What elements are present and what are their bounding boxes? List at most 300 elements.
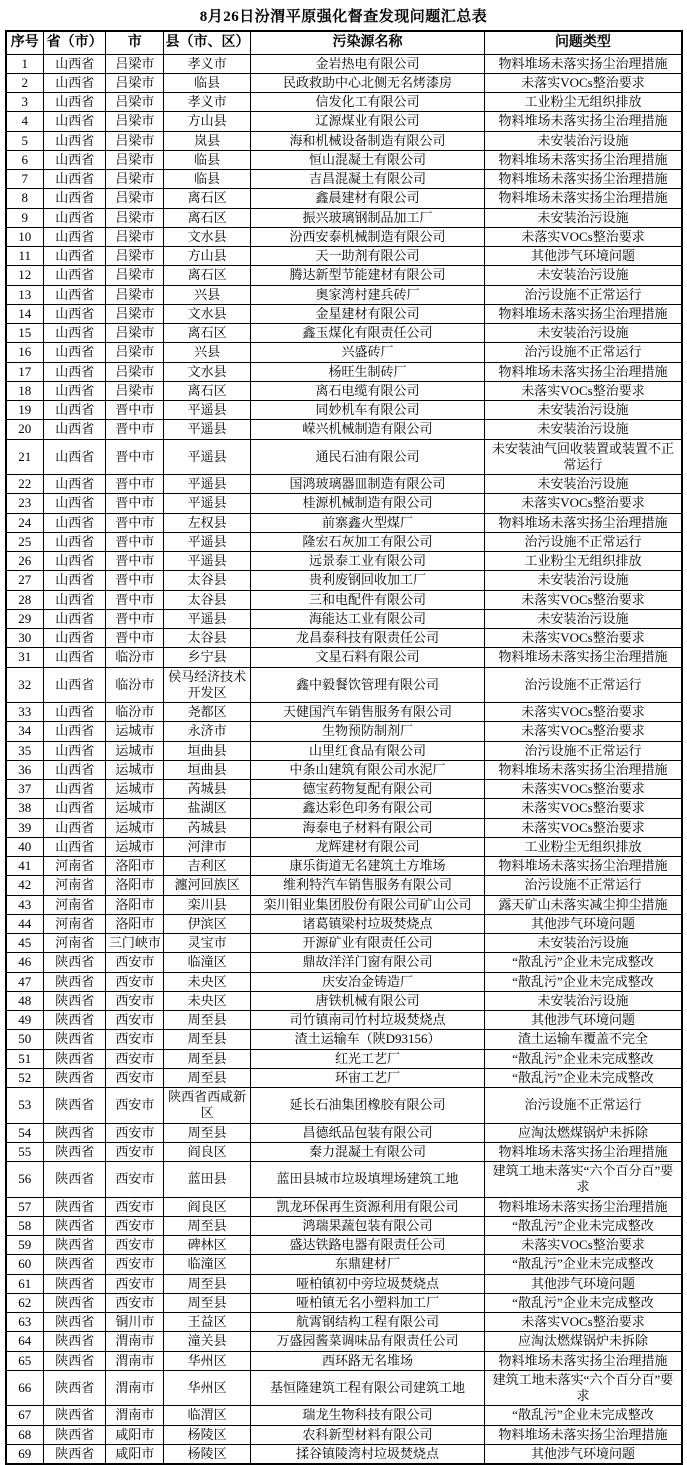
table-row (6, 780, 682, 799)
table-row (6, 475, 682, 494)
page-title: 8月26日汾渭平原强化督查发现问题汇总表 (199, 9, 488, 25)
cell-county: 岚县 (164, 131, 250, 150)
cell-province: 陕西省 (44, 1313, 106, 1332)
cell-county: 杨陵区 (164, 1444, 250, 1464)
cell-province: 山西省 (44, 532, 106, 551)
cell-problem-type: 物料堆场未落实扬尘治理措施 (485, 112, 682, 131)
cell-problem-type: 未安装治污设施 (485, 420, 682, 439)
cell-no: 52 (6, 1068, 44, 1087)
table-row (6, 227, 682, 246)
cell-problem-type: 未落实VOCs整治要求 (485, 381, 682, 400)
cell-province: 山西省 (44, 324, 106, 343)
cell-city: 晋中市 (106, 590, 164, 609)
table-row (6, 760, 682, 779)
cell-source-name: 鑫达彩色印务有限公司 (250, 799, 485, 818)
cell-province: 陕西省 (44, 1236, 106, 1255)
cell-problem-type: 物料堆场未落实扬尘治理措施 (485, 513, 682, 532)
cell-county: 周至县 (164, 1216, 250, 1235)
column-header-col-city: 市 (106, 31, 164, 54)
cell-province: 山西省 (44, 552, 106, 571)
cell-county: 周至县 (164, 1293, 250, 1312)
cell-county: 太谷县 (164, 629, 250, 648)
cell-county: 方山县 (164, 247, 250, 266)
cell-county: 永济市 (164, 722, 250, 741)
cell-city: 西安市 (106, 1011, 164, 1030)
cell-source-name: 贵利废钢回收加工厂 (250, 571, 485, 590)
cell-no: 43 (6, 895, 44, 914)
cell-county: 杨陵区 (164, 1425, 250, 1444)
cell-no: 42 (6, 876, 44, 895)
cell-county: 平遥县 (164, 494, 250, 513)
cell-city: 晋中市 (106, 494, 164, 513)
cell-province: 陕西省 (44, 1274, 106, 1293)
cell-county: 乡宁县 (164, 648, 250, 667)
cell-source-name: 延长石油集团橡胶有限公司 (250, 1088, 485, 1124)
cell-county: 周至县 (164, 1030, 250, 1049)
cell-province: 陕西省 (44, 1011, 106, 1030)
cell-no: 63 (6, 1313, 44, 1332)
cell-county: 文水县 (164, 362, 250, 381)
cell-source-name: 鑫中毅餐饮管理有限公司 (250, 667, 485, 703)
cell-city: 洛阳市 (106, 857, 164, 876)
cell-source-name: 汾西安泰机械制造有限公司 (250, 227, 485, 246)
cell-county: 尧都区 (164, 703, 250, 722)
cell-problem-type: 未安装治污设施 (485, 571, 682, 590)
cell-source-name: 民政救助中心北侧无名烤漆房 (250, 73, 485, 92)
cell-no: 21 (6, 439, 44, 475)
cell-problem-type: 未落实VOCs整治要求 (485, 722, 682, 741)
table-row (6, 1142, 682, 1161)
cell-no: 55 (6, 1142, 44, 1161)
cell-province: 山西省 (44, 741, 106, 760)
cell-problem-type: 治污设施不正常运行 (485, 532, 682, 551)
cell-county: 离石区 (164, 324, 250, 343)
cell-county: 临潼区 (164, 1255, 250, 1274)
cell-source-name: 文星石料有限公司 (250, 648, 485, 667)
cell-source-name: 哑柏镇初中旁垃圾焚烧点 (250, 1274, 485, 1293)
cell-source-name: 恒山混凝土有限公司 (250, 150, 485, 169)
cell-problem-type: 应淘汰燃煤锅炉未拆除 (485, 1123, 682, 1142)
cell-city: 西安市 (106, 1030, 164, 1049)
cell-province: 陕西省 (44, 1197, 106, 1216)
cell-county: 周至县 (164, 1068, 250, 1087)
cell-county: 兴县 (164, 285, 250, 304)
cell-city: 西安市 (106, 953, 164, 972)
cell-province: 山西省 (44, 571, 106, 590)
cell-no: 38 (6, 799, 44, 818)
cell-city: 晋中市 (106, 401, 164, 420)
cell-province: 陕西省 (44, 991, 106, 1010)
cell-no: 32 (6, 667, 44, 703)
cell-city: 吕梁市 (106, 54, 164, 73)
cell-county: 平遥县 (164, 401, 250, 420)
cell-city: 西安市 (106, 1162, 164, 1198)
cell-county: 文水县 (164, 227, 250, 246)
table-row (6, 934, 682, 953)
cell-problem-type: 其他涉气环境问题 (485, 1444, 682, 1464)
cell-problem-type: 治污设施不正常运行 (485, 741, 682, 760)
table-row (6, 703, 682, 722)
table-row (6, 1068, 682, 1087)
table-row (6, 648, 682, 667)
cell-city: 晋中市 (106, 629, 164, 648)
cell-county: 平遥县 (164, 420, 250, 439)
cell-source-name: 信发化工有限公司 (250, 93, 485, 112)
inspection-summary-table (5, 30, 683, 1465)
cell-source-name: 鑫玉煤化有限责任公司 (250, 324, 485, 343)
cell-province: 山西省 (44, 170, 106, 189)
cell-no: 23 (6, 494, 44, 513)
cell-city: 运城市 (106, 799, 164, 818)
cell-province: 山西省 (44, 285, 106, 304)
cell-city: 西安市 (106, 1216, 164, 1235)
cell-source-name: 渣土运输车（陕D93156） (250, 1030, 485, 1049)
cell-city: 吕梁市 (106, 362, 164, 381)
cell-problem-type: 工业粉尘无组织排放 (485, 552, 682, 571)
table-row (6, 895, 682, 914)
cell-city: 西安市 (106, 1255, 164, 1274)
cell-province: 陕西省 (44, 1444, 106, 1464)
cell-source-name: 海能达工业有限公司 (250, 609, 485, 628)
cell-source-name: 凯龙环保再生资源利用有限公司 (250, 1197, 485, 1216)
cell-province: 山西省 (44, 112, 106, 131)
cell-source-name: 瑞龙生物科技有限公司 (250, 1406, 485, 1425)
cell-county: 临县 (164, 170, 250, 189)
cell-problem-type: 渣土运输车覆盖不完全 (485, 1030, 682, 1049)
cell-county: 芮城县 (164, 780, 250, 799)
cell-province: 山西省 (44, 494, 106, 513)
cell-problem-type: 建筑工地未落实“六个百分百”要求 (485, 1162, 682, 1198)
cell-no: 58 (6, 1216, 44, 1235)
cell-province: 陕西省 (44, 1216, 106, 1235)
cell-city: 西安市 (106, 1197, 164, 1216)
cell-city: 吕梁市 (106, 93, 164, 112)
cell-source-name: 金星建材有限公司 (250, 304, 485, 323)
table-row (6, 266, 682, 285)
cell-source-name: 盛达铁路电器有限责任公司 (250, 1236, 485, 1255)
cell-problem-type: 物料堆场未落实扬尘治理措施 (485, 1197, 682, 1216)
cell-county: 盐湖区 (164, 799, 250, 818)
cell-province: 陕西省 (44, 1406, 106, 1425)
cell-source-name: 鑫晨建材有限公司 (250, 189, 485, 208)
cell-city: 吕梁市 (106, 324, 164, 343)
table-row (6, 857, 682, 876)
cell-city: 渭南市 (106, 1406, 164, 1425)
cell-problem-type: 物料堆场未落实扬尘治理措施 (485, 170, 682, 189)
cell-problem-type: 物料堆场未落实扬尘治理措施 (485, 304, 682, 323)
header-row (6, 31, 682, 54)
cell-problem-type: 未安装治污设施 (485, 609, 682, 628)
cell-source-name: 隆宏石灰加工有限公司 (250, 532, 485, 551)
cell-source-name: 蓝田县城市垃圾填埋场建筑工地 (250, 1162, 485, 1198)
table-row (6, 73, 682, 92)
table-row (6, 1444, 682, 1464)
cell-city: 西安市 (106, 972, 164, 991)
table-row (6, 439, 682, 475)
cell-no: 33 (6, 703, 44, 722)
cell-province: 山西省 (44, 513, 106, 532)
cell-no: 27 (6, 571, 44, 590)
cell-no: 56 (6, 1162, 44, 1198)
cell-no: 8 (6, 189, 44, 208)
cell-problem-type: 应淘汰燃煤锅炉未拆除 (485, 1332, 682, 1351)
cell-city: 西安市 (106, 1049, 164, 1068)
cell-county: 兴县 (164, 343, 250, 362)
table-row (6, 1406, 682, 1425)
cell-province: 山西省 (44, 304, 106, 323)
cell-city: 运城市 (106, 741, 164, 760)
cell-source-name: 辽源煤业有限公司 (250, 112, 485, 131)
cell-city: 西安市 (106, 1123, 164, 1142)
cell-source-name: 基恒隆建筑工程有限公司建筑工地 (250, 1370, 485, 1406)
cell-province: 陕西省 (44, 1332, 106, 1351)
cell-county: 河津市 (164, 837, 250, 856)
cell-city: 西安市 (106, 1274, 164, 1293)
cell-county: 平遥县 (164, 609, 250, 628)
table-row (6, 112, 682, 131)
table-row (6, 1162, 682, 1198)
cell-city: 西安市 (106, 1236, 164, 1255)
table-row (6, 1370, 682, 1406)
table-row (6, 818, 682, 837)
cell-city: 吕梁市 (106, 170, 164, 189)
cell-city: 运城市 (106, 760, 164, 779)
table-row (6, 972, 682, 991)
cell-city: 晋中市 (106, 571, 164, 590)
cell-source-name: 鼎故洋洋门窗有限公司 (250, 953, 485, 972)
cell-problem-type: 未落实VOCs整治要求 (485, 629, 682, 648)
cell-no: 57 (6, 1197, 44, 1216)
cell-source-name: 中条山建筑有限公司水泥厂 (250, 760, 485, 779)
cell-province: 陕西省 (44, 1293, 106, 1312)
cell-city: 洛阳市 (106, 895, 164, 914)
cell-no: 19 (6, 401, 44, 420)
cell-province: 山西省 (44, 609, 106, 628)
cell-source-name: 海泰电子材料有限公司 (250, 818, 485, 837)
cell-city: 西安市 (106, 1142, 164, 1161)
cell-problem-type: 露天矿山未落实减尘抑尘措施 (485, 895, 682, 914)
cell-no: 54 (6, 1123, 44, 1142)
cell-province: 山西省 (44, 722, 106, 741)
table-row (6, 1088, 682, 1124)
cell-no: 5 (6, 131, 44, 150)
cell-problem-type: 未落实VOCs整治要求 (485, 799, 682, 818)
cell-province: 山西省 (44, 837, 106, 856)
cell-no: 61 (6, 1274, 44, 1293)
cell-problem-type: 物料堆场未落实扬尘治理措施 (485, 189, 682, 208)
cell-county: 太谷县 (164, 571, 250, 590)
cell-city: 咸阳市 (106, 1444, 164, 1464)
cell-no: 48 (6, 991, 44, 1010)
cell-no: 49 (6, 1011, 44, 1030)
cell-city: 吕梁市 (106, 73, 164, 92)
cell-city: 吕梁市 (106, 131, 164, 150)
cell-city: 运城市 (106, 837, 164, 856)
cell-source-name: 康乐街道无名建筑土方堆场 (250, 857, 485, 876)
table-row (6, 1049, 682, 1068)
table-row (6, 837, 682, 856)
cell-source-name: 东鼎建材厂 (250, 1255, 485, 1274)
cell-source-name: 龙昌泰科技有限责任公司 (250, 629, 485, 648)
cell-province: 山西省 (44, 439, 106, 475)
cell-province: 山西省 (44, 420, 106, 439)
cell-source-name: 前寨鑫火型煤厂 (250, 513, 485, 532)
table-row (6, 1293, 682, 1312)
cell-source-name: 庆安冶金铸造厂 (250, 972, 485, 991)
table-row (6, 590, 682, 609)
table-row (6, 513, 682, 532)
cell-province: 山西省 (44, 227, 106, 246)
cell-no: 1 (6, 54, 44, 73)
cell-city: 晋中市 (106, 439, 164, 475)
table-row (6, 609, 682, 628)
cell-problem-type: “散乱污”企业未完成整改 (485, 1216, 682, 1235)
cell-problem-type: 治污设施不正常运行 (485, 343, 682, 362)
cell-no: 14 (6, 304, 44, 323)
cell-county: 阎良区 (164, 1142, 250, 1161)
cell-source-name: 环宙工艺厂 (250, 1068, 485, 1087)
table-row (6, 150, 682, 169)
table-row (6, 420, 682, 439)
cell-province: 山西省 (44, 780, 106, 799)
cell-province: 陕西省 (44, 1049, 106, 1068)
table-row (6, 532, 682, 551)
cell-county: 垣曲县 (164, 741, 250, 760)
cell-province: 山西省 (44, 362, 106, 381)
table-row (6, 170, 682, 189)
table-row (6, 1011, 682, 1030)
table-row (6, 953, 682, 972)
cell-problem-type: “散乱污”企业未完成整改 (485, 1068, 682, 1087)
cell-source-name: 天一助剂有限公司 (250, 247, 485, 266)
cell-problem-type: “散乱污”企业未完成整改 (485, 1049, 682, 1068)
cell-no: 40 (6, 837, 44, 856)
table-row (6, 571, 682, 590)
cell-problem-type: 未安装治污设施 (485, 324, 682, 343)
cell-province: 陕西省 (44, 1142, 106, 1161)
cell-province: 山西省 (44, 760, 106, 779)
cell-source-name: 国鸿玻璃器皿制造有限公司 (250, 475, 485, 494)
cell-city: 洛阳市 (106, 914, 164, 933)
cell-county: 垣曲县 (164, 760, 250, 779)
cell-county: 吉利区 (164, 857, 250, 876)
cell-problem-type: 未落实VOCs整治要求 (485, 590, 682, 609)
cell-problem-type: 治污设施不正常运行 (485, 285, 682, 304)
table-row (6, 304, 682, 323)
cell-problem-type: 未落实VOCs整治要求 (485, 494, 682, 513)
cell-problem-type: “散乱污”企业未完成整改 (485, 953, 682, 972)
cell-no: 66 (6, 1370, 44, 1406)
cell-city: 运城市 (106, 818, 164, 837)
cell-problem-type: 未安装治污设施 (485, 991, 682, 1010)
cell-city: 临汾市 (106, 648, 164, 667)
cell-no: 15 (6, 324, 44, 343)
cell-county: 栾川县 (164, 895, 250, 914)
cell-source-name: 生物预防制剂厂 (250, 722, 485, 741)
cell-city: 临汾市 (106, 667, 164, 703)
cell-province: 山西省 (44, 401, 106, 420)
cell-problem-type: “散乱污”企业未完成整改 (485, 1406, 682, 1425)
cell-county: 伊滨区 (164, 914, 250, 933)
cell-problem-type: 未安装治污设施 (485, 475, 682, 494)
cell-province: 山西省 (44, 54, 106, 73)
cell-province: 山西省 (44, 189, 106, 208)
cell-no: 11 (6, 247, 44, 266)
cell-city: 运城市 (106, 780, 164, 799)
cell-province: 山西省 (44, 93, 106, 112)
cell-province: 陕西省 (44, 1123, 106, 1142)
table-row (6, 1313, 682, 1332)
cell-problem-type: 物料堆场未落实扬尘治理措施 (485, 1351, 682, 1370)
cell-no: 16 (6, 343, 44, 362)
cell-province: 山西省 (44, 266, 106, 285)
table-row (6, 54, 682, 73)
table-row (6, 362, 682, 381)
cell-province: 陕西省 (44, 1255, 106, 1274)
cell-no: 62 (6, 1293, 44, 1312)
cell-source-name: 腾达新型节能建材有限公司 (250, 266, 485, 285)
cell-source-name: 桂源机械制造有限公司 (250, 494, 485, 513)
table-row (6, 1351, 682, 1370)
cell-province: 山西省 (44, 475, 106, 494)
cell-no: 69 (6, 1444, 44, 1464)
cell-county: 陕西省西咸新区 (164, 1088, 250, 1124)
cell-no: 10 (6, 227, 44, 246)
cell-province: 陕西省 (44, 1425, 106, 1444)
cell-problem-type: 未落实VOCs整治要求 (485, 227, 682, 246)
cell-no: 20 (6, 420, 44, 439)
cell-problem-type: 物料堆场未落实扬尘治理措施 (485, 1142, 682, 1161)
cell-source-name: 哑柏镇无名小塑料加工厂 (250, 1293, 485, 1312)
cell-source-name: 红光工艺厂 (250, 1049, 485, 1068)
table-row (6, 381, 682, 400)
cell-problem-type: 其他涉气环境问题 (485, 1011, 682, 1030)
cell-no: 65 (6, 1351, 44, 1370)
cell-city: 洛阳市 (106, 876, 164, 895)
cell-province: 山西省 (44, 799, 106, 818)
cell-province: 山西省 (44, 667, 106, 703)
cell-province: 陕西省 (44, 1162, 106, 1198)
cell-county: 瀍河回族区 (164, 876, 250, 895)
table-row (6, 667, 682, 703)
cell-no: 35 (6, 741, 44, 760)
cell-no: 44 (6, 914, 44, 933)
cell-no: 53 (6, 1088, 44, 1124)
cell-province: 陕西省 (44, 972, 106, 991)
cell-county: 离石区 (164, 208, 250, 227)
table-row (6, 1425, 682, 1444)
cell-province: 山西省 (44, 818, 106, 837)
cell-no: 24 (6, 513, 44, 532)
cell-province: 山西省 (44, 131, 106, 150)
cell-problem-type: 未落实VOCs整治要求 (485, 703, 682, 722)
cell-source-name: 三和电配件有限公司 (250, 590, 485, 609)
cell-problem-type: 物料堆场未落实扬尘治理措施 (485, 362, 682, 381)
cell-problem-type: 其他涉气环境问题 (485, 914, 682, 933)
cell-county: 灵宝市 (164, 934, 250, 953)
cell-county: 蓝田县 (164, 1162, 250, 1198)
cell-problem-type: 未落实VOCs整治要求 (485, 818, 682, 837)
cell-source-name: 山里红食品有限公司 (250, 741, 485, 760)
cell-province: 山西省 (44, 590, 106, 609)
cell-source-name: 西环路无名堆场 (250, 1351, 485, 1370)
cell-source-name: 诸葛镇梁村垃圾焚烧点 (250, 914, 485, 933)
column-header-col-county: 县（市、区） (164, 31, 250, 54)
cell-problem-type: 未落实VOCs整治要求 (485, 780, 682, 799)
cell-county: 平遥县 (164, 439, 250, 475)
cell-county: 文水县 (164, 304, 250, 323)
cell-city: 晋中市 (106, 420, 164, 439)
